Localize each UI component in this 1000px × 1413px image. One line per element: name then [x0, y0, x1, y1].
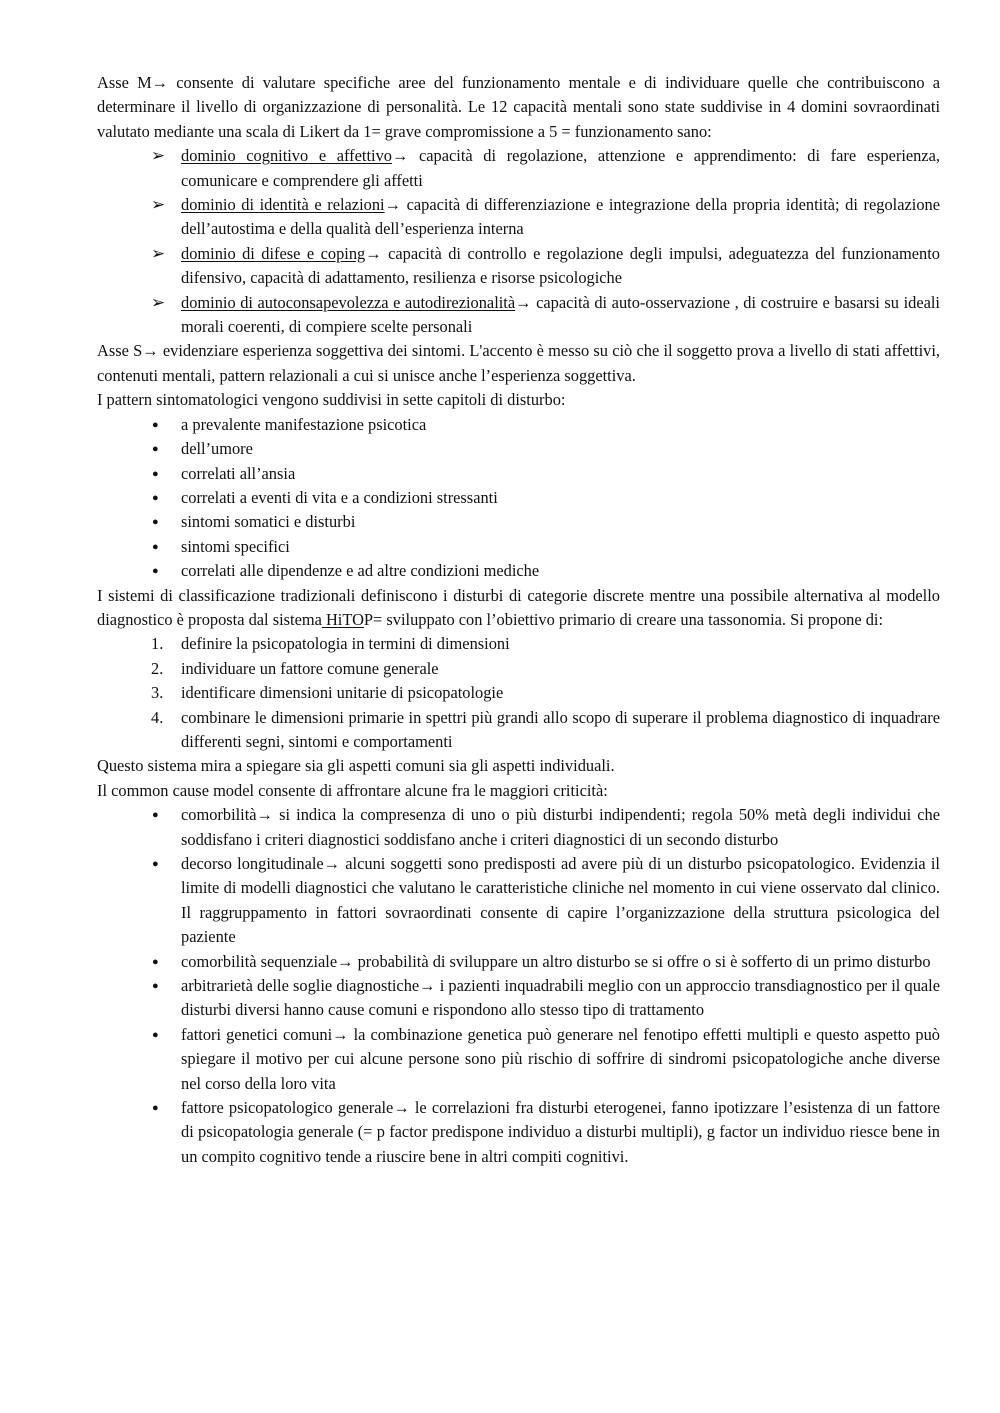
list-item: [97, 291, 940, 340]
common-cause-intro: Il common cause model consente di affrontare alcune fra le maggiori criticità:: [97, 780, 608, 800]
list-item: 1. definire la psicopatologia in termini di dimensioni: [97, 632, 940, 656]
domain-term: dominio di identità e relazioni: [181, 195, 385, 215]
domain-desc: → capacità di auto-osservazione , di costruire e basarsi su ideali morali coerenti, di compiere scelte personali: [181, 292, 940, 337]
list-number: 3.: [151, 683, 164, 703]
list-item: ● fattori genetici comuni→ la combinazione genetica può generare nel fenotipo effetti multipli e questo aspetto può spiegare il motivo per cui alcune persone sono più rischio di soffrire di sindromi psicopatologiche anche diverse nel corso della loro vita: [152, 1024, 940, 1093]
domain-term: dominio cognitivo e affettivo: [181, 146, 392, 166]
domains-list: [97, 144, 940, 339]
asse-s-paragraph: Asse S→ evidenziare esperienza soggettiva dei sintomi. L'accento è messo su ciò che il soggetto prova a livello di stati affettivi, contenuti mentali, pattern relazionali a cui si unisce anche l’esperienza soggettiva.: [97, 341, 940, 385]
bullet-icon: ●: [152, 980, 159, 993]
bullet-icon: ●: [152, 491, 159, 504]
list-item: [97, 193, 940, 242]
list-item: ● arbitrarietà delle soglie diagnostiche→ i pazienti inquadrabili meglio con un approccio transdiagnostico per il quale disturbi diversi hanno cause comuni e rispondono allo stesso tipo di trattamento: [152, 976, 940, 1020]
bullet-icon: ●: [152, 540, 159, 553]
hitop-paragraph: I sistemi di classificazione tradizionali definiscono i disturbi di categorie discrete mentre una possibile alternativa al modello diagnostico è proposta dal sistema HiTOP= sviluppato con l’obiettivo primario di creare una tassonomia. Si propone di:: [97, 585, 940, 629]
list-item: ● sintomi somatici e disturbi: [97, 510, 940, 534]
bullet-icon: ●: [152, 858, 159, 870]
list-item: ● correlati alle dipendenze e ad altre condizioni mediche: [97, 559, 940, 583]
list-item: ● decorso longitudinale→ alcuni soggetti sono predisposti ad avere più di un disturbo psicopatologico. Evidenzia il limite di modelli diagnostici che valutano le caratteristiche cliniche nel momento in cui viene osservato dal clinico. Il raggruppamento in fattori sovraordinati consente di capire l’organizzazione della struttura psicologica del paziente: [152, 854, 940, 947]
list-item: ● a prevalente manifestazione psicotica: [97, 413, 940, 437]
list-item: [97, 242, 940, 291]
list-item: 4. combinare le dimensioni primarie in spettri più grandi allo scopo di superare il problema diagnostico di inquadrare differenti segni, sintomi e comportamenti: [151, 707, 940, 751]
domain-desc: → capacità di differenziazione e integrazione della propria identità; di regolazione dell’autostima e della qualità dell’esperienza interna: [181, 195, 940, 239]
document-page: [97, 71, 940, 1169]
list-item: ● correlati a eventi di vita e a condizioni stressanti: [97, 486, 940, 510]
arrow-bullet-icon: ➢: [151, 146, 166, 166]
list-number: 1.: [151, 634, 164, 654]
domain-desc: → capacità di controllo e regolazione degli impulsi, adeguatezza del funzionamento difensivo, capacità di adattamento, resilienza e risorse psicologiche: [181, 243, 940, 288]
domain-term: dominio di difese e coping: [181, 243, 366, 263]
common-cause-list: [97, 803, 940, 1169]
chapters-list: [97, 413, 940, 584]
list-item: ● fattore psicopatologico generale→ le correlazioni fra disturbi eterogenei, fanno ipotizzare l’esistenza di un fattore di psicopatologia generale (= p factor predispone individuo a disturbi multipli), g factor un individuo riesce bene in un compito cognitivo tende a riuscire bene in altri compiti cognitivi.: [152, 1098, 940, 1166]
list-number: 2.: [151, 658, 164, 678]
list-item: 2. individuare un fattore comune generale: [97, 657, 940, 681]
arrow-bullet-icon: ➢: [151, 243, 166, 263]
bullet-icon: ●: [152, 1102, 159, 1115]
bullet-icon: ●: [152, 1028, 159, 1041]
list-item: ● comorbilità→ si indica la compresenza di uno o più disturbi indipendenti; regola 50% metà degli individui che soddisfano i criteri diagnostici soddisfano anche i criteri diagnostici di un secondo disturbo: [152, 805, 940, 849]
domain-desc: → capacità di regolazione, attenzione e apprendimento: di fare esperienza, comunicare e comprendere gli affetti: [181, 146, 941, 190]
arrow-bullet-icon: ➢: [151, 195, 166, 215]
asse-m-paragraph: Asse M→ consente di valutare specifiche aree del funzionamento mentale e di individuare quelle che contribuiscono a determinare il livello di organizzazione di personalità. Le 12 capacità mentali sono state suddivise in 4 domini sovraordinati valutato mediante una scala di Likert da 1= grave compromissione a 5 = funzionamento sano:: [97, 73, 940, 141]
bullet-icon: ●: [152, 443, 159, 456]
chapters-intro: I pattern sintomatologici vengono suddivisi in sette capitoli di disturbo:: [97, 390, 566, 410]
list-item: ● sintomi specifici: [97, 535, 940, 559]
bullet-icon: ●: [152, 418, 159, 431]
bullet-icon: ●: [152, 565, 159, 578]
list-item: [97, 144, 940, 193]
bullet-icon: ●: [152, 955, 159, 968]
hitop-summary: Questo sistema mira a spiegare sia gli aspetti comuni sia gli aspetti individuali.: [97, 756, 615, 776]
list-item: 3. identificare dimensioni unitarie di psicopatologie: [97, 681, 940, 705]
list-number: 4.: [151, 707, 164, 727]
bullet-icon: ●: [152, 516, 159, 529]
list-item: ● correlati all’ansia: [97, 462, 940, 486]
list-item: ● dell’umore: [97, 437, 940, 461]
hitop-term: HiTO: [321, 609, 364, 629]
arrow-bullet-icon: ➢: [151, 292, 166, 312]
bullet-icon: ●: [152, 467, 159, 480]
bullet-icon: ●: [152, 809, 159, 822]
hitop-goals-list: [97, 632, 940, 754]
list-item: ● comorbilità sequenziale→ probabilità di sviluppare un altro disturbo se si offre o si è sofferto di un primo disturbo: [97, 950, 940, 974]
domain-term: dominio di autoconsapevolezza e autodirezionalità: [181, 292, 516, 312]
